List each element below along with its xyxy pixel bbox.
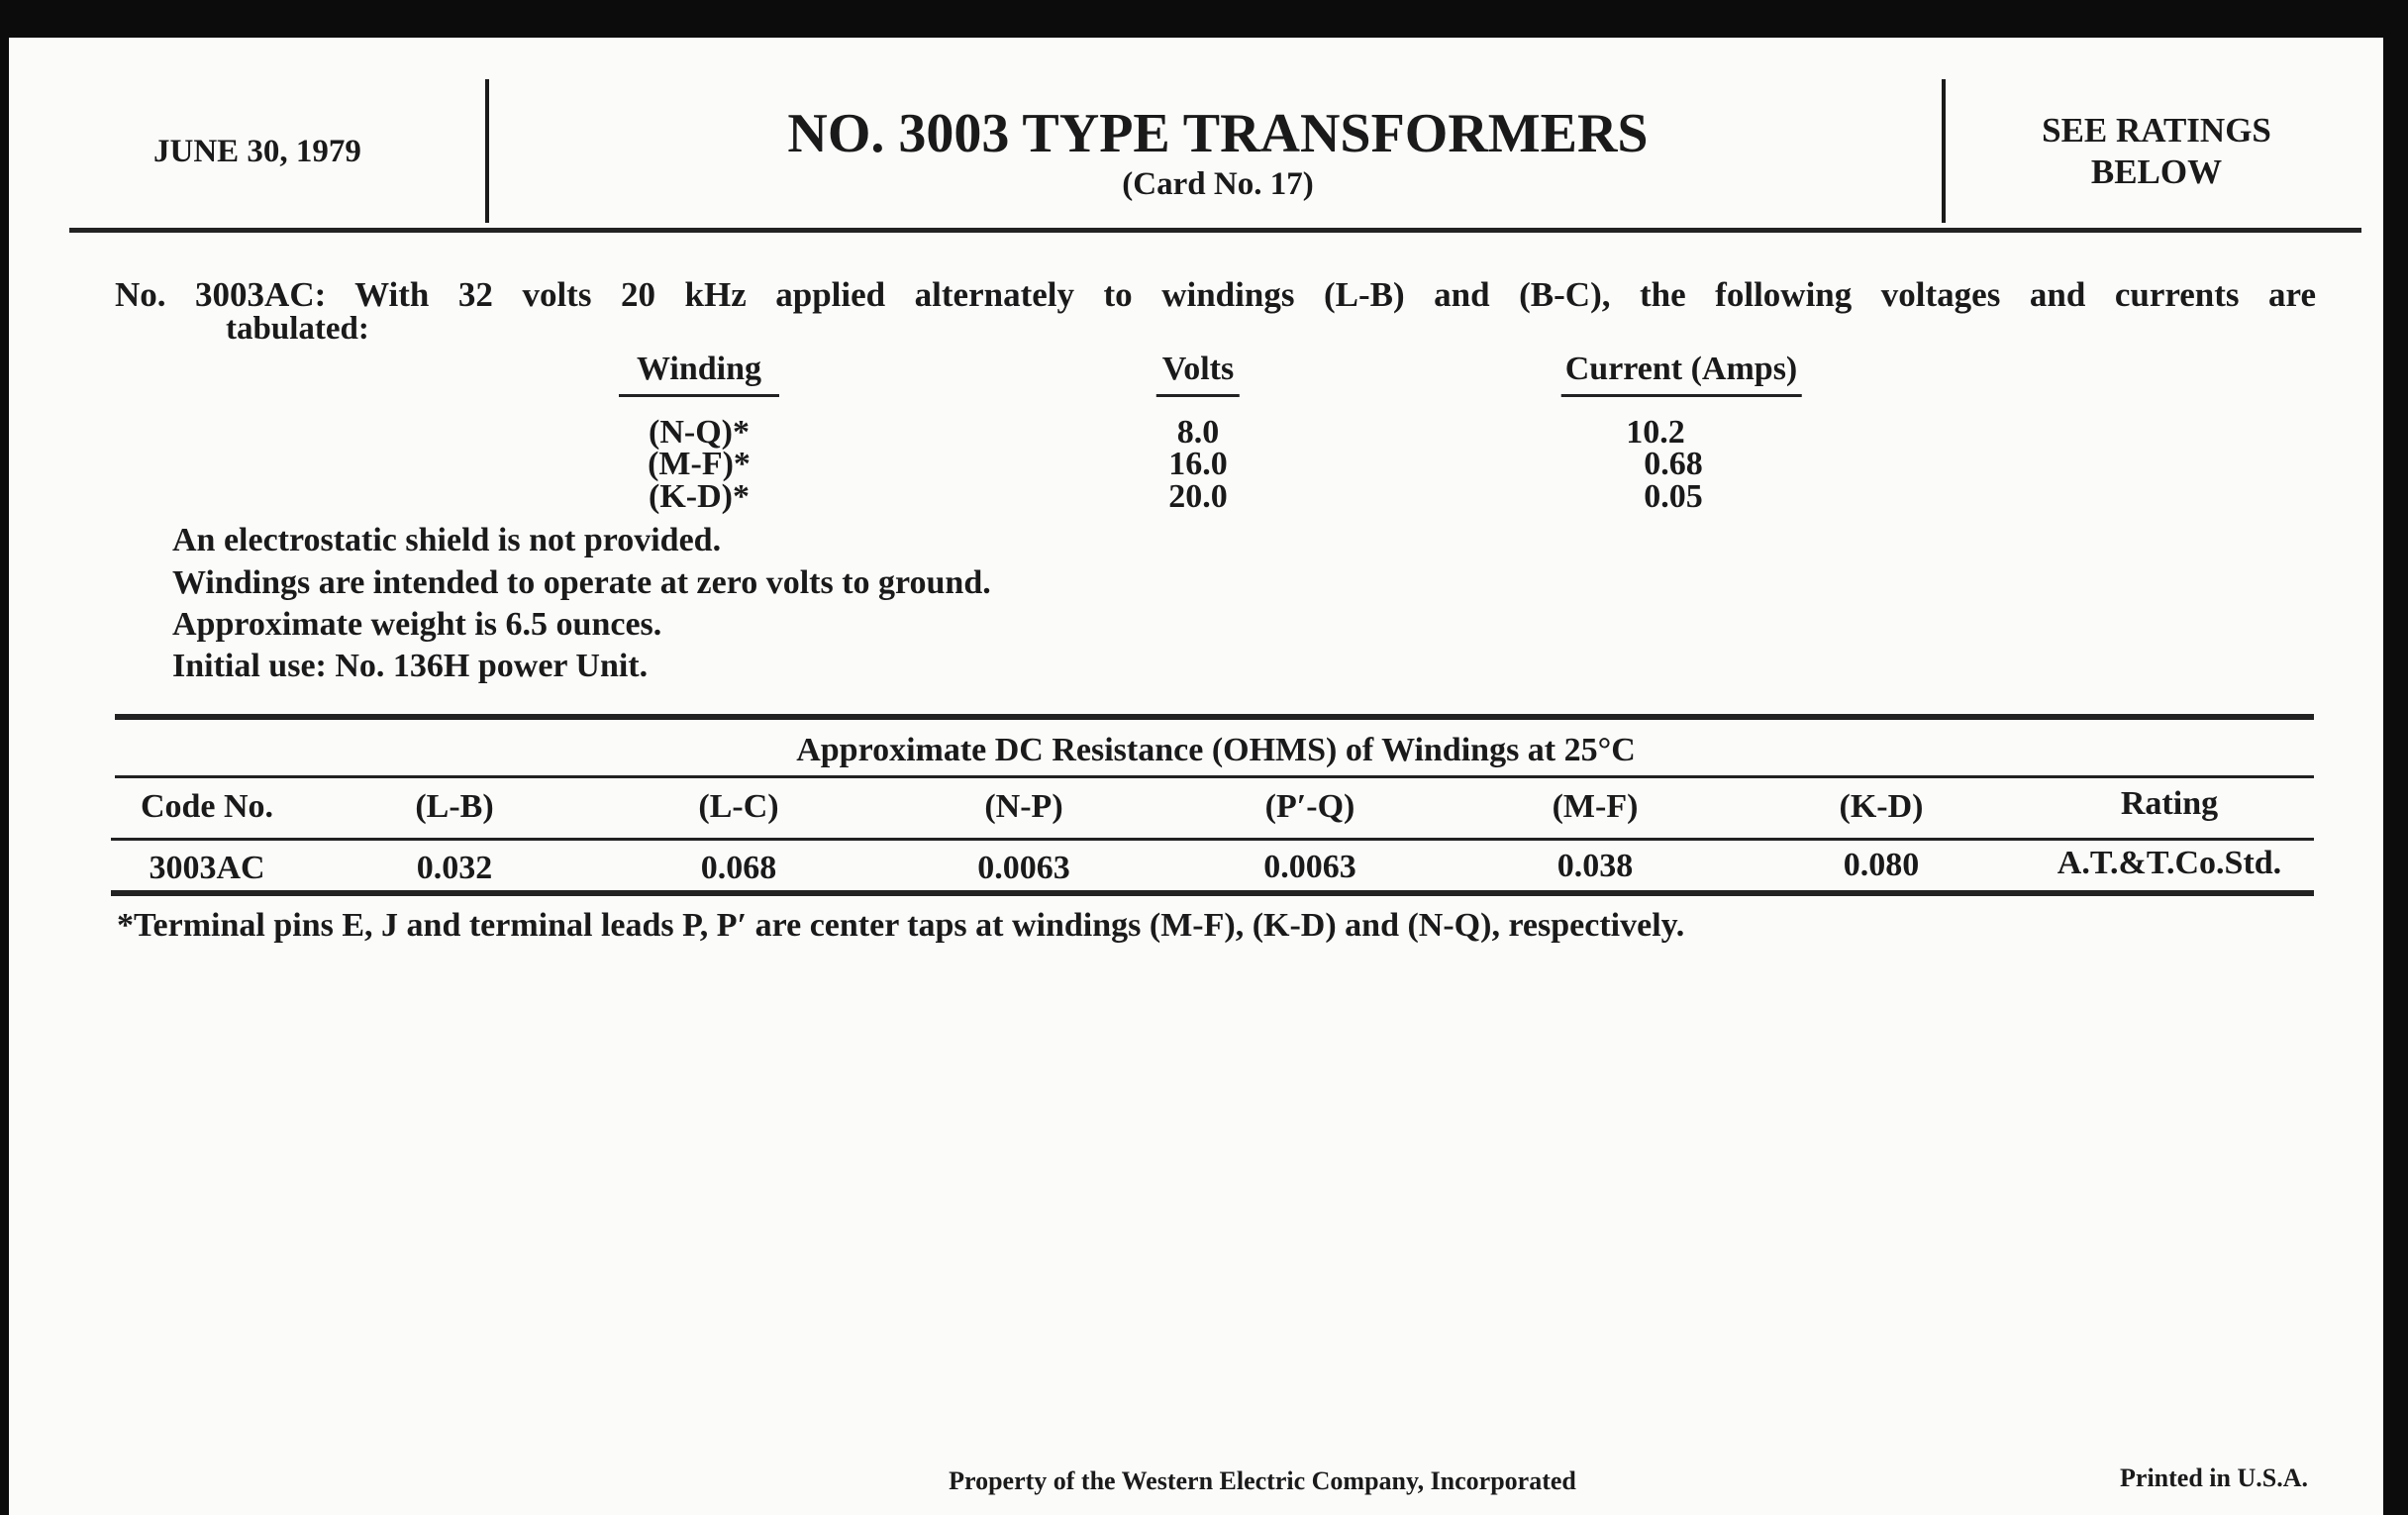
code-cell: 3003AC xyxy=(149,850,265,886)
ratings-note-line2: BELOW xyxy=(2090,152,2223,191)
resistance-cell: 0.0063 xyxy=(977,850,1070,886)
note-weight: Approximate weight is 6.5 ounces. xyxy=(172,606,662,643)
col-header-kd: (K-D) xyxy=(1839,788,1924,825)
property-notice: Property of the Western Electric Company, Incorporated xyxy=(949,1466,1576,1495)
winding-cell: (M-F)* xyxy=(648,446,751,482)
winding-cell: (K-D)* xyxy=(649,478,750,515)
resistance-cell: 0.032 xyxy=(416,850,493,886)
col-header-rating: Rating xyxy=(2120,785,2219,822)
resistance-cell: 0.080 xyxy=(1843,847,1920,883)
table-rule xyxy=(111,838,2314,841)
card-number: (Card No. 17) xyxy=(1122,166,1314,202)
resistance-cell: 0.068 xyxy=(700,850,777,886)
volts-cell: 16.0 xyxy=(1168,446,1228,482)
col-header-np: (N-P) xyxy=(984,788,1063,825)
table-title: Approximate DC Resistance (OHMS) of Windings at 25°C xyxy=(796,732,1636,768)
ratings-note-line1: SEE RATINGS xyxy=(2042,111,2271,150)
intro-text-cont: tabulated: xyxy=(226,311,369,347)
header-divider-left xyxy=(485,79,489,223)
volts-cell: 8.0 xyxy=(1176,414,1220,451)
col-header-code: Code No. xyxy=(140,788,274,825)
winding-cell: (N-Q)* xyxy=(649,414,750,451)
table-rule xyxy=(115,775,2314,778)
current-cell: 0.68 xyxy=(1644,446,1703,482)
printed-in: Printed in U.S.A. xyxy=(2120,1464,2308,1492)
header-divider-right xyxy=(1942,79,1946,223)
header-rule xyxy=(69,228,2361,233)
col-header-lb: (L-B) xyxy=(415,788,494,825)
footnote: *Terminal pins E, J and terminal leads P, P′ are center taps at windings (M-F), (K-D) and (N-Q), respectively. xyxy=(117,907,1685,944)
card-date: JUNE 30, 1979 xyxy=(153,134,361,169)
rating-cell: A.T.&T.Co.Std. xyxy=(2057,845,2282,881)
intro-text: No. 3003AC: With 32 volts 20 kHz applied alternately to windings (L-B) and (B-C), the following voltages and currents are xyxy=(115,275,2316,314)
note-ground: Windings are intended to operate at zero volts to ground. xyxy=(172,564,991,601)
note-shield: An electrostatic shield is not provided. xyxy=(172,522,722,558)
table-rule-top xyxy=(115,714,2314,720)
table-rule-bottom xyxy=(111,890,2314,896)
col-header-mf: (M-F) xyxy=(1552,788,1639,825)
current-cell: 10.2 xyxy=(1626,414,1685,451)
col-header-winding: Winding xyxy=(619,351,779,397)
page-title: NO. 3003 TYPE TRANSFORMERS xyxy=(787,103,1649,164)
col-header-volts: Volts xyxy=(1156,351,1240,397)
col-header-pq: (P′-Q) xyxy=(1264,788,1355,825)
volts-cell: 20.0 xyxy=(1168,478,1228,515)
col-header-lc: (L-C) xyxy=(698,788,779,825)
resistance-cell: 0.0063 xyxy=(1263,849,1356,885)
resistance-cell: 0.038 xyxy=(1556,848,1634,884)
col-header-current: Current (Amps) xyxy=(1561,351,1802,397)
note-initial-use: Initial use: No. 136H power Unit. xyxy=(172,648,649,684)
current-cell: 0.05 xyxy=(1644,478,1703,515)
